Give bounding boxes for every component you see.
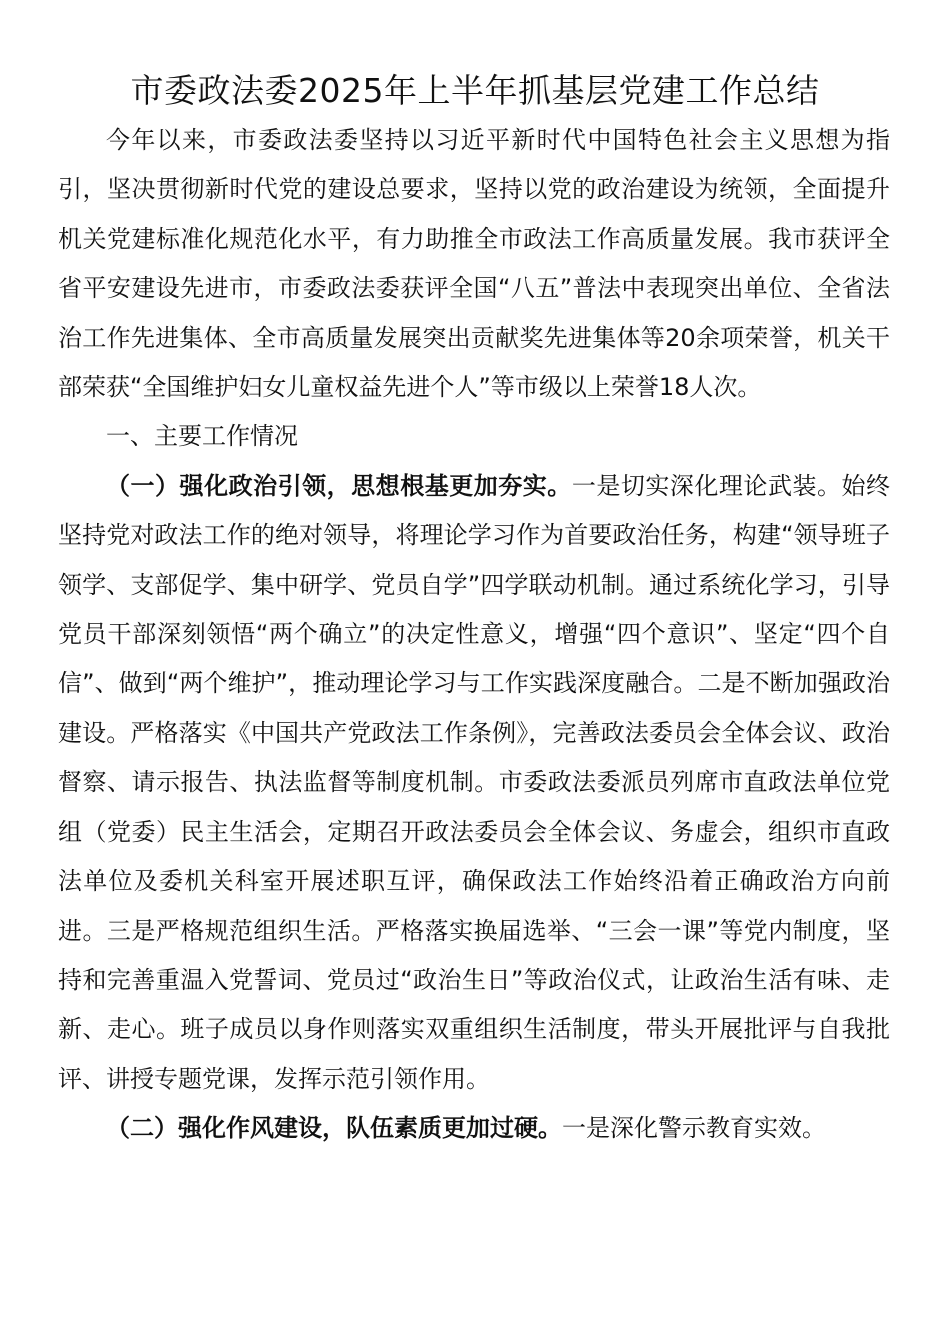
subsection-heading: （二）强化作风建设，队伍素质更加过硬。	[106, 1114, 562, 1143]
document-body	[58, 116, 890, 1154]
subsection-text: 一是深化警示教育实效。	[562, 1114, 826, 1143]
subsection-heading: （一）强化政治引领，思想根基更加夯实。	[106, 471, 572, 500]
subsection-work-style	[58, 1104, 890, 1153]
intro-paragraph: 今年以来，市委政法委坚持以习近平新时代中国特色社会主义思想为指引，坚决贯彻新时代党的建设总要求，坚持以党的政治建设为统领，全面提升机关党建标准化规范化水平，有力助推全市政法工作高质量发展。我市获评全省平安建设先进市，市委政法委获评全国“八五”普法中表现突出单位、全省法治工作先进集体、全市高质量发展突出贡献奖先进集体等20余项荣誉，机关干部荣获“全国维护妇女儿童权益先进个人”等市级以上荣誉18人次。	[58, 126, 890, 402]
subsection-text: 一是切实深化理论武装。始终坚持党对政法工作的绝对领导，将理论学习作为首要政治任务，构建“领导班子领学、支部促学、集中研学、党员自学”四学联动机制。通过系统化学习，引导党员干部深刻领悟“两个确立”的决定性意义，增强“四个意识”、坚定“四个自信”、做到“两个维护”，推动理论学习与工作实践深度融合。二是不断加强政治建设。严格落实《中国共产党政法工作条例》，完善政法委员会全体会议、政治督察、请示报告、执法监督等制度机制。市委政法委派员列席市直政法单位党组（党委）民主生活会，定期召开政法委员会全体会议、务虚会，组织市直政法单位及委机关科室开展述职互评，确保政法工作始终沿着正确政治方向前进。三是严格规范组织生活。严格落实换届选举、“三会一课”等党内制度，坚持和完善重温入党誓词、党员过“政治生日”等政治仪式，让政治生活有味、走新、走心。班子成员以身作则落实双重组织生活制度，带头开展批评与自我批评、讲授专题党课，发挥示范引领作用。	[58, 471, 891, 1093]
subsection-political-guidance	[58, 462, 890, 1104]
section-heading-main-work: 一、主要工作情况	[106, 422, 298, 451]
document-title: 市委政法委2025年上半年抓基层党建工作总结	[130, 71, 820, 110]
